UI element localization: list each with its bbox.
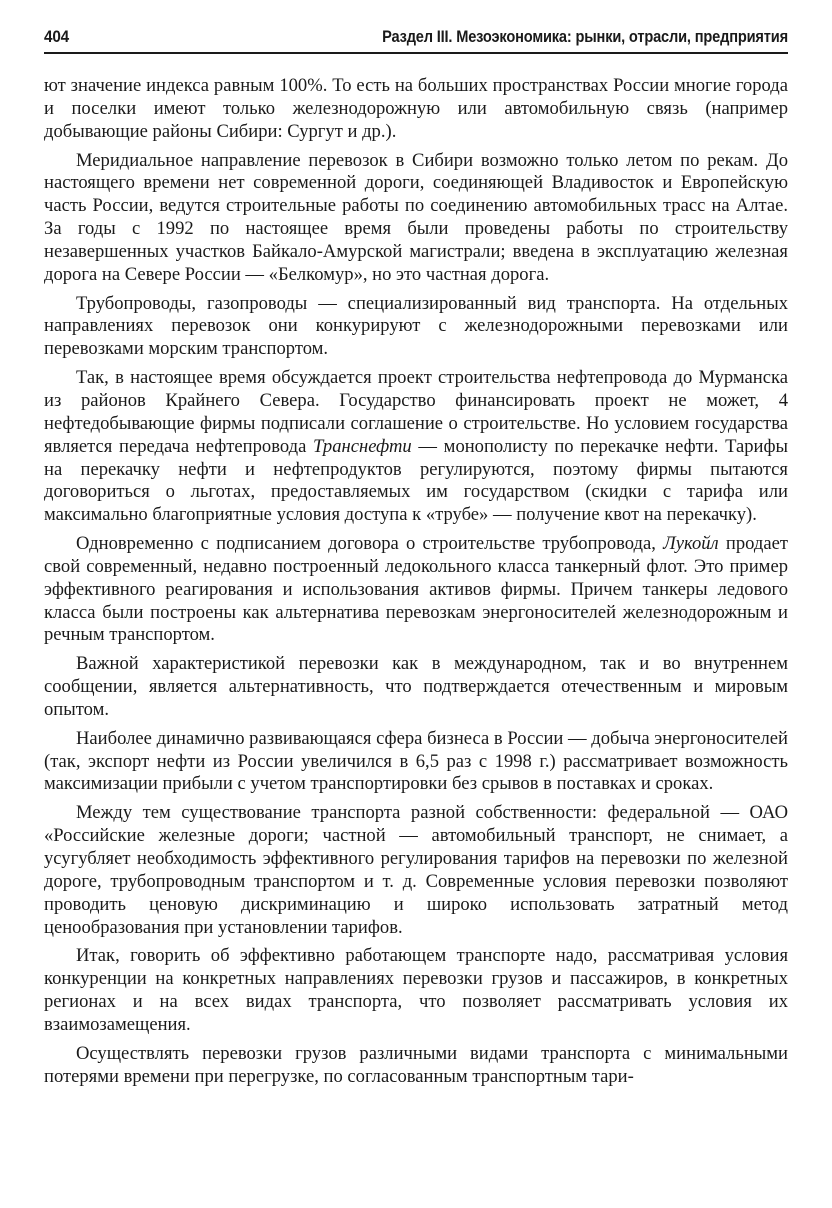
- paragraph-ownership: Между тем существование транспорта разной собственности: федеральной — ОАО «Российские железные дороги; частной — автомобильный транспорт, не снимает, а усугубляет необходимость эффективного регулирования тарифов на перевозки по железной дороге, трубопроводным транспортом и т. д. Современные условия перевозки позволяют проводить ценовую дискриминацию и широко использовать затратный метод ценообразования при установлении тарифов.: [44, 802, 788, 938]
- paragraph-pipelines: Трубопроводы, газопроводы — специализированный вид транспорта. На отдельных направлениях перевозок они конкурируют с железнодорожными перевозками или перевозками морским транспортом.: [44, 292, 788, 360]
- paragraph-final: Осуществлять перевозки грузов различными видами транспорта с минимальными потерями времени при перегрузке, по согласованным транспортным тари-: [44, 1042, 788, 1087]
- text-run: — монополисту по перекачке нефти. Тарифы на перекачку нефти и нефтепродуктов регулируются, поэтому фирмы пытаются договориться о льготах, предоставляемых им государством (скидки с тарифа или максимально благоприятные условия доступа к «трубе» — получение квот на перекачку).: [44, 435, 788, 526]
- page-number: 404: [44, 27, 69, 46]
- emphasis-transneft: Транснефти: [313, 435, 412, 457]
- paragraph-alternativeness: Важной характеристикой перевозки как в международном, так и во внутреннем сообщении, является альтернативность, что подтверждается отечественным и мировым опытом.: [44, 653, 788, 720]
- text-run: Так, в настоящее время обсуждается проект строительства нефтепровода до Мурманска из районов Крайнего Севера. Государство финансировать проект не может, 4 нефтедобывающие фирмы подписали соглашение о строительстве. Но условием государства является передача нефтепровода: [44, 367, 788, 457]
- emphasis-lukoil: Лукойл: [663, 533, 719, 555]
- text-run: Одновременно с подписанием договора о строительстве трубопровода,: [76, 533, 664, 555]
- paragraph-continuation: ют значение индекса равным 100%. То есть на больших пространствах России многие города и поселки имеют только железнодорожную или автомобильную связь (например добывающие районы Сибири: Сургут и др.).: [44, 75, 788, 142]
- paragraph-lukoil-fleet: [44, 533, 788, 647]
- paragraph-murmansk-pipeline: [44, 367, 788, 527]
- paragraph-conclusion: Итак, говорить об эффективно работающем транспорте надо, рассматривая условия конкуренции на конкретных направлениях перевозки грузов и пассажиров, в конкретных регионах и на всех видах транспорта, что позволяет рассматривать условия их взаимозамещения.: [44, 945, 788, 1035]
- paragraph-energy-business: Наиболее динамично развивающаяся сфера бизнеса в России — добыча энергоносителей (так, экспорт нефти из России увеличился в 6,5 раз с 1998 г.) рассматривает возможность максимизации прибыли с учетом транспортировки без срывов в поставках и сроках.: [44, 727, 788, 795]
- section-title: Раздел III. Мезоэкономика: рынки, отрасли, предприятия: [382, 27, 788, 46]
- book-page: [44, 26, 788, 1088]
- text-run: продает свой современный, недавно построенный ледокольного класса танкерный флот. Это пример эффективного реагирования и использования активов фирмы. Причем танкеры ледового класса были построены как альтернатива перевозкам энергоносителей железнодорожным и речным транспортом.: [44, 533, 788, 646]
- running-header: [44, 26, 788, 54]
- body-text: [44, 75, 788, 1088]
- paragraph-siberia-routes: Меридиальное направление перевозок в Сибири возможно только летом по рекам. До настоящего времени нет современной дороги, соединяющей Владивосток и Европейскую часть России, ведутся строительные работы по соединению автомобильных трасс на Алтае. За годы с 1992 по настоящее время были проведены работы по строительству незавершенных участков Байкало-Амурской магистрали; введена в эксплуатацию железная дорога на Севере России — «Белкомур», но это частная дорога.: [44, 149, 788, 285]
